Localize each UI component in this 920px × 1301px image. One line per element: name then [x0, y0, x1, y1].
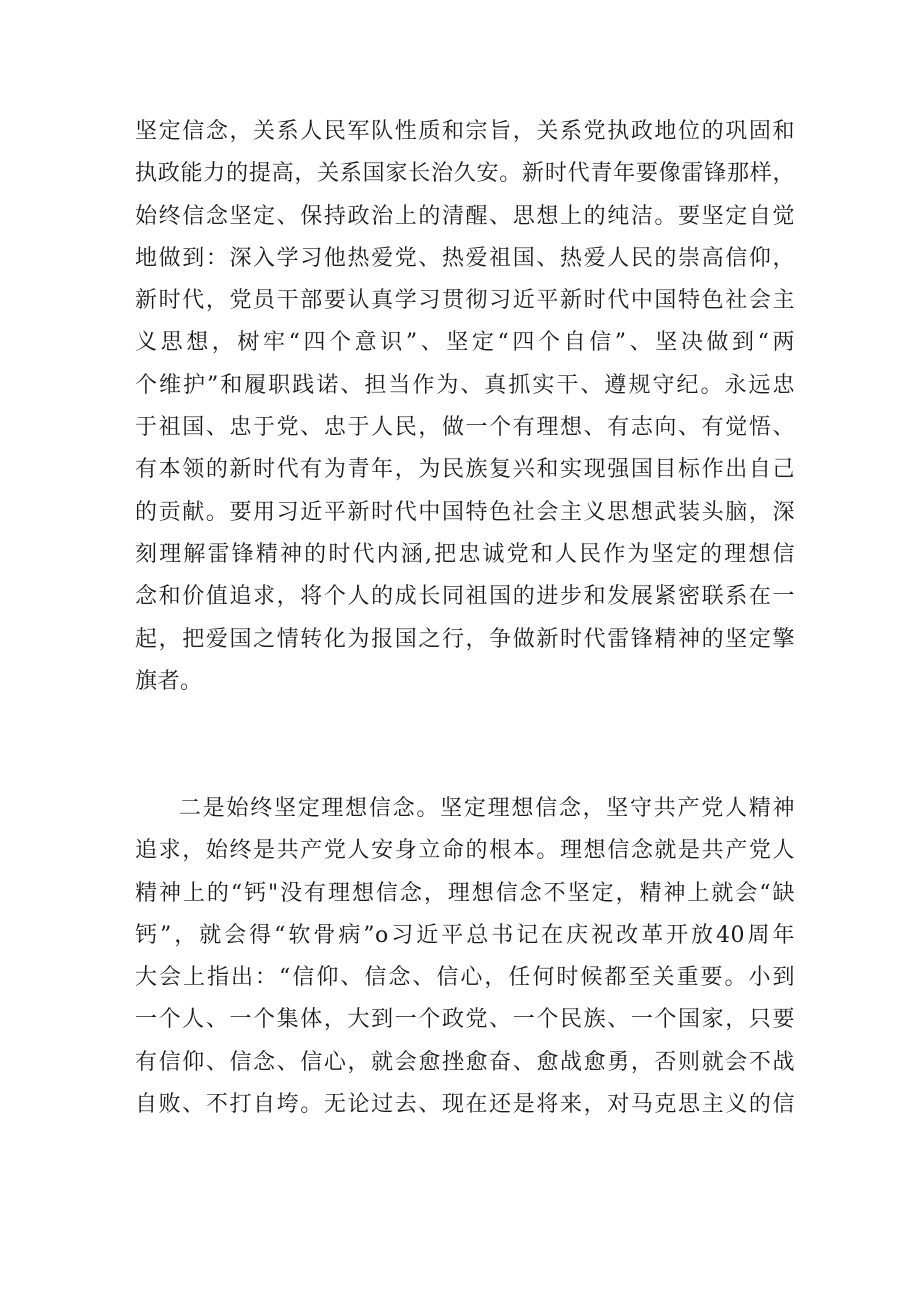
paragraph-2-line-8: 自败、不打自垮。无论过去、现在还是将来，对马克思主义的信	[135, 1092, 795, 1118]
paragraph-1-line-4: 地做到：深入学习他热爱党、热爱祖国、热爱人民的崇高信仰，	[135, 245, 795, 271]
paragraph-2-line-3: 精神上的“钙"没有理想信念，理想信念不坚定，精神上就会“缺	[135, 880, 795, 906]
paragraph-1-line-12: 念和价值追求，将个人的成长同祖国的进步和发展紧密联系在一	[135, 584, 795, 610]
paragraph-1-line-14: 旗者。	[135, 668, 203, 694]
paragraph-2-line-1: 二是始终坚定理想信念。坚定理想信念，坚守共产党人精神	[179, 796, 795, 821]
paragraph-1	[135, 111, 795, 703]
paragraph-2-line-2: 追求，始终是共产党人安身立命的根本。理想信念就是共产党人	[135, 838, 795, 864]
paragraph-1-line-1: 坚定信念，关系人民军队性质和宗旨，关系党执政地位的巩固和	[135, 119, 795, 144]
paragraph-2-line-6: 一个人、一个集体，大到一个政党、一个民族、一个国家，只要	[135, 1007, 795, 1033]
paragraph-2	[135, 788, 795, 1126]
paragraph-2-line-4: 钙”，就会得“软骨病”o习近平总书记在庆祝改革开放40周年	[135, 922, 795, 948]
paragraph-2-line-5: 大会上指出：“信仰、信念、信心，任何时候都至关重要。小到	[135, 965, 795, 991]
paragraph-1-line-3: 始终信念坚定、保持政治上的清醒、思想上的纯洁。要坚定自觉	[135, 203, 795, 229]
paragraph-1-line-13: 起，把爱国之情转化为报国之行，争做新时代雷锋精神的坚定擎	[135, 626, 795, 652]
paragraph-1-line-8: 于祖国、忠于党、忠于人民，做一个有理想、有志向、有觉悟、	[135, 415, 795, 441]
paragraph-1-line-11: 刻理解雷锋精神的时代内涵,把忠诚党和人民作为坚定的理想信	[135, 541, 795, 567]
paragraph-1-line-9: 有本领的新时代有为青年，为民族复兴和实现强国目标作出自己	[135, 457, 795, 483]
paragraph-2-line-7: 有信仰、信念、信心，就会愈挫愈奋、愈战愈勇，否则就会不战	[135, 1049, 795, 1075]
paragraph-1-line-2: 执政能力的提高，关系国家长治久安。新时代青年要像雷锋那样，	[135, 161, 795, 187]
paragraph-1-line-7: 个维护”和履职践诺、担当作为、真抓实干、遵规守纪。永远忠	[135, 372, 795, 398]
paragraph-1-line-10: 的贡献。要用习近平新时代中国特色社会主义思想武装头脑，深	[135, 499, 795, 525]
paragraph-1-line-6: 义思想，树牢“四个意识”、坚定“四个自信”、坚决做到“两	[135, 330, 795, 356]
paragraph-1-line-5: 新时代，党员干部要认真学习贯彻习近平新时代中国特色社会主	[135, 288, 795, 314]
